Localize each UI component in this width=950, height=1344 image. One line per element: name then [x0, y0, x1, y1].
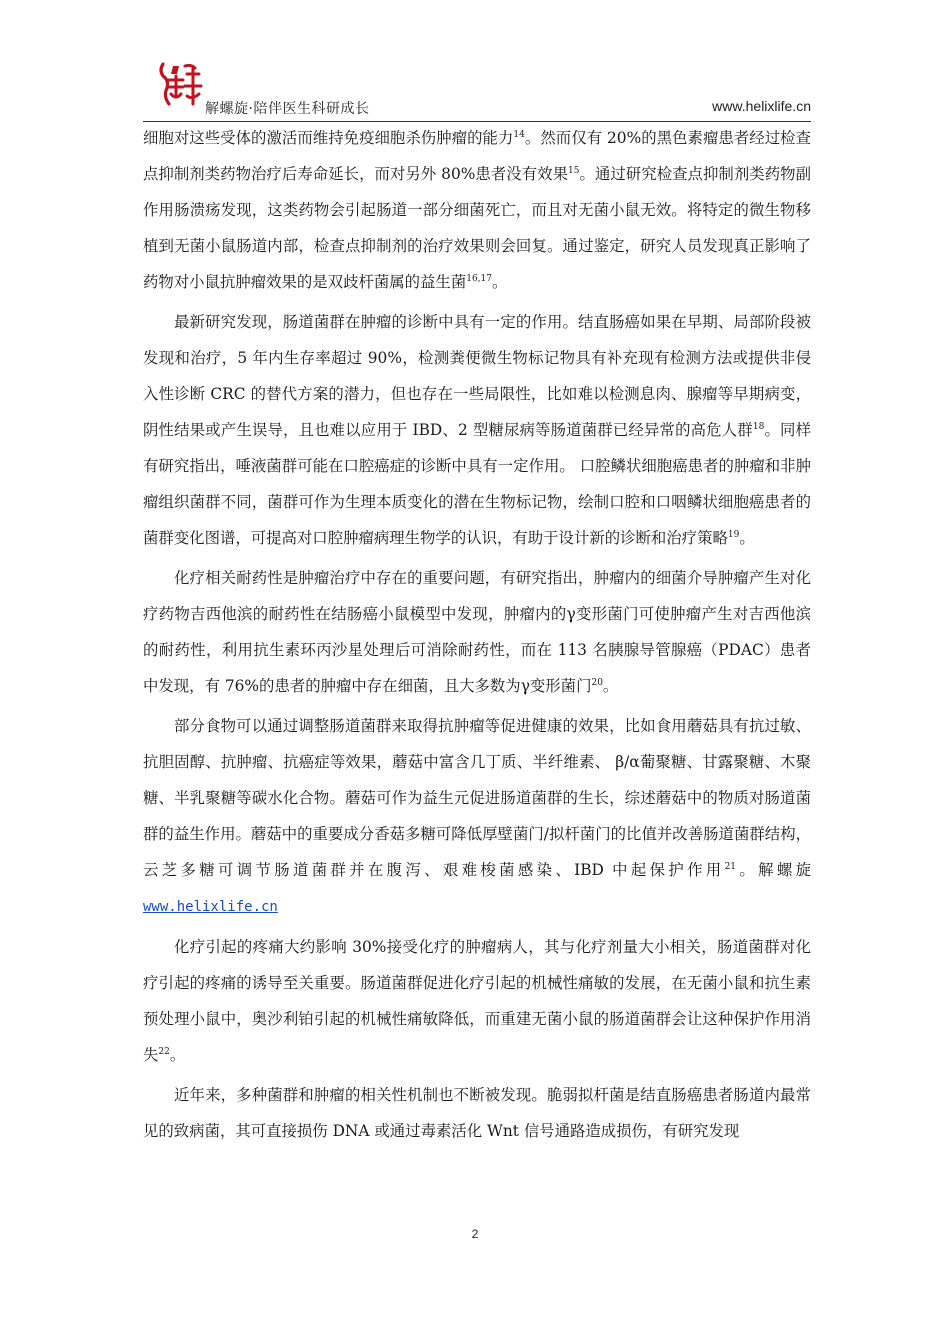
citation: 21 [724, 862, 737, 872]
page-header [143, 60, 811, 122]
paragraph-1: 细胞对这些受体的激活而维持免疫细胞杀伤肿瘤的能力$^{14}$。然而仅有 20%的黑色素瘤患者经过检查点抑制剂类药物治疗后寿命延长，而对另外 80%患者没有效果$^{15}$。通过研究检查点抑制剂类药物副作用肠溃疡发现，这类药物会引起肠道一部分细菌死亡，而且对无菌小鼠无效。将特定的微生物移植到无菌小鼠肠道内部，检查点抑制剂的治疗效果则会回复。通过鉴定，研究人员发现真正影响了药物对小鼠抗肿瘤效果的是双歧杆菌属的益生菌$^{16,17}$。 [143, 129, 811, 291]
citation: 18 [752, 422, 765, 432]
page-number: 2 [471, 1227, 479, 1241]
citation: 22 [158, 1047, 170, 1057]
website-url: www.helixlife.cn [712, 98, 811, 114]
paragraph-6: 近年来，多种菌群和肿瘤的相关性机制也不断被发现。脆弱拟杆菌是结直肠癌患者肠道内最常见的致病菌，其可直接损伤 DNA 或通过毒素活化 Wnt 信号通路造成损伤，有研究发现 [143, 1086, 811, 1140]
helixlife-link[interactable]: www.helixlife.cn [143, 899, 278, 915]
paragraph-3: 化疗相关耐药性是肿瘤治疗中存在的重要问题，有研究指出，肿瘤内的细菌介导肿瘤产生对化疗药物吉西他滨的耐药性在结肠癌小鼠模型中发现，肿瘤内的γ变形菌门可使肿瘤产生对吉西他滨的耐药性，利用抗生素环丙沙星处理后可消除耐药性，而在 113 名胰腺导管腺癌（PDAC）患者中发现，有 76%的患者的肿瘤中存在细菌，且大多数为γ变形菌门$^{20}$。 [143, 569, 811, 695]
document-body [143, 120, 811, 1153]
citation: 16,17 [466, 274, 492, 284]
citation: 15 [568, 166, 580, 176]
citation: 14 [513, 130, 525, 140]
brand-title: 解螺旋·陪伴医生科研成长 [205, 101, 370, 117]
citation: 19 [727, 530, 740, 540]
paragraph-4: 部分食物可以通过调整肠道菌群来取得抗肿瘤等促进健康的效果，比如食用蘑菇具有抗过敏、抗胆固醇、抗肿瘤、抗癌症等效果，蘑菇中富含几丁质、半纤维素、 β/α葡聚糖、甘露聚糖、木聚糖、半乳聚糖等碳水化合物。蘑菇可作为益生元促进肠道菌群的生长，综述蘑菇中的物质对肠道菌群的益生作用。蘑菇中的重要成分香菇多糖可降低厚壁菌门/拟杆菌门的比值并改善肠道菌群结构，云芝多糖可调节肠道菌群并在腹泻、艰难梭菌感染、IBD 中起保护作用$^{21}$。解螺旋 www.helixlife.cn [143, 717, 811, 915]
helix-seal-logo-icon [157, 60, 203, 108]
paragraph-2: 最新研究发现，肠道菌群在肿瘤的诊断中具有一定的作用。结直肠癌如果在早期、局部阶段被发现和治疗，5 年内生存率超过 90%，检测粪便微生物标记物具有补充现有检测方法或提供非侵入性诊断 CRC 的替代方案的潜力，但也存在一些局限性，比如难以检测息肉、腺瘤等早期病变，阴性结果或产生误导，且也难以应用于 IBD、2 型糖尿病等肠道菌群已经异常的高危人群$^{18}$。同样有研究指出，唾液菌群可能在口腔癌症的诊断中具有一定作用。 口腔鳞状细胞癌患者的肿瘤和非肿瘤组织菌群不同，菌群可作为生理本质变化的潜在生物标记物，绘制口腔和口咽鳞状细胞癌患者的菌群变化图谱，可提高对口腔肿瘤病理生物学的认识，有助于设计新的诊断和治疗策略$^{19}$。 [143, 313, 811, 547]
paragraph-5: 化疗引起的疼痛大约影响 30%接受化疗的肿瘤病人，其与化疗剂量大小相关，肠道菌群对化疗引起的疼痛的诱导至关重要。肠道菌群促进化疗引起的机械性痛敏的发展，在无菌小鼠和抗生素预处理小鼠中，奥沙利铂引起的机械性痛敏降低，而重建无菌小鼠的肠道菌群会让这种保护作用消失$^{22}$。 [143, 938, 811, 1064]
citation: 20 [591, 678, 603, 688]
